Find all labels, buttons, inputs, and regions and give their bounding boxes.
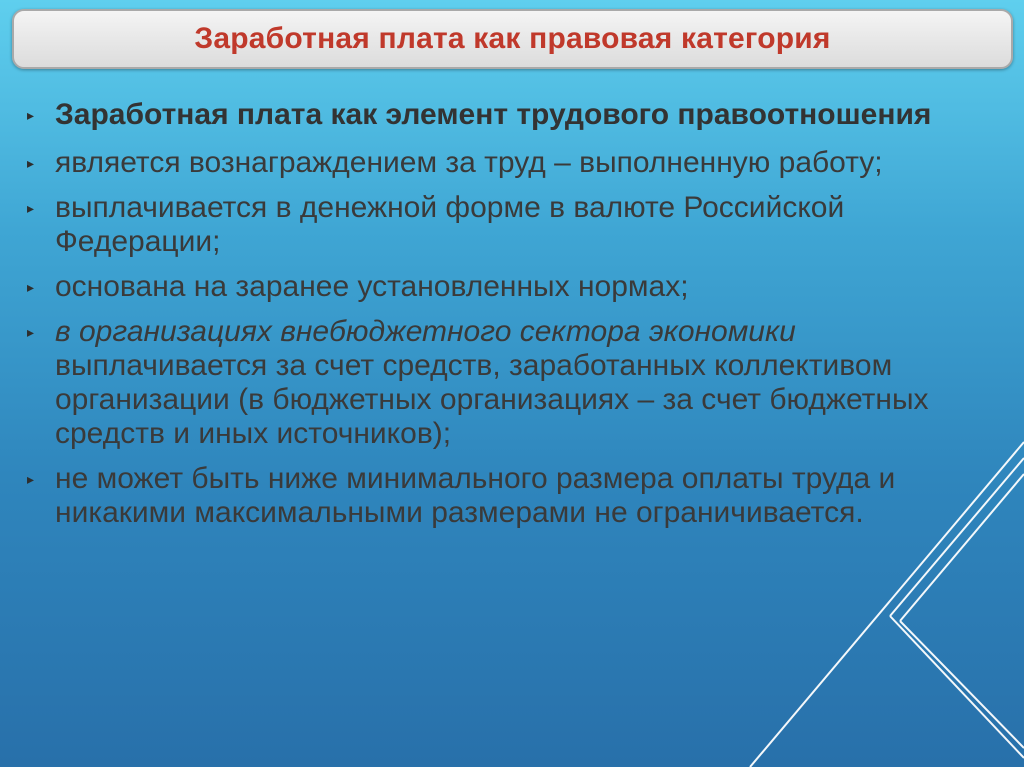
bullet-text: не может быть ниже минимального размера оплаты труда и никакими максимальными размерами не ограничивается. [55, 462, 896, 529]
decor-line [890, 616, 1024, 758]
bullet-item [25, 191, 985, 259]
bullet-italic-text: в организациях внебюджетного сектора экономики [55, 315, 796, 348]
bullet-text: Заработная плата как элемент трудового правоотношения [55, 98, 932, 131]
slide-title-box [12, 9, 1013, 69]
bullet-arrow-icon: ▸ [27, 279, 35, 295]
bullet-item [25, 146, 985, 180]
bullet-item [25, 462, 985, 530]
bullet-text: является вознаграждением за труд – выполненную работу; [55, 146, 883, 179]
bullet-item [25, 270, 985, 304]
bullet-arrow-icon: ▸ [27, 471, 35, 487]
decor-line [900, 621, 1024, 748]
bullet-item [25, 315, 985, 451]
bullet-item-heading [25, 98, 985, 132]
bullet-text: основана на заранее установленных нормах; [55, 270, 689, 303]
bullet-arrow-icon: ▸ [27, 107, 35, 123]
bullet-arrow-icon: ▸ [27, 324, 35, 340]
bullet-text: выплачивается в денежной форме в валюте Российской Федерации; [55, 191, 845, 258]
slide-title: Заработная плата как правовая категория [194, 22, 831, 55]
bullet-arrow-icon: ▸ [27, 200, 35, 216]
bullet-list [25, 98, 985, 541]
bullet-arrow-icon: ▸ [27, 155, 35, 171]
bullet-text: выплачивается за счет средств, заработанных коллективом организации (в бюджетных организациях – за счет бюджетных средств и иных источников); [55, 349, 929, 450]
